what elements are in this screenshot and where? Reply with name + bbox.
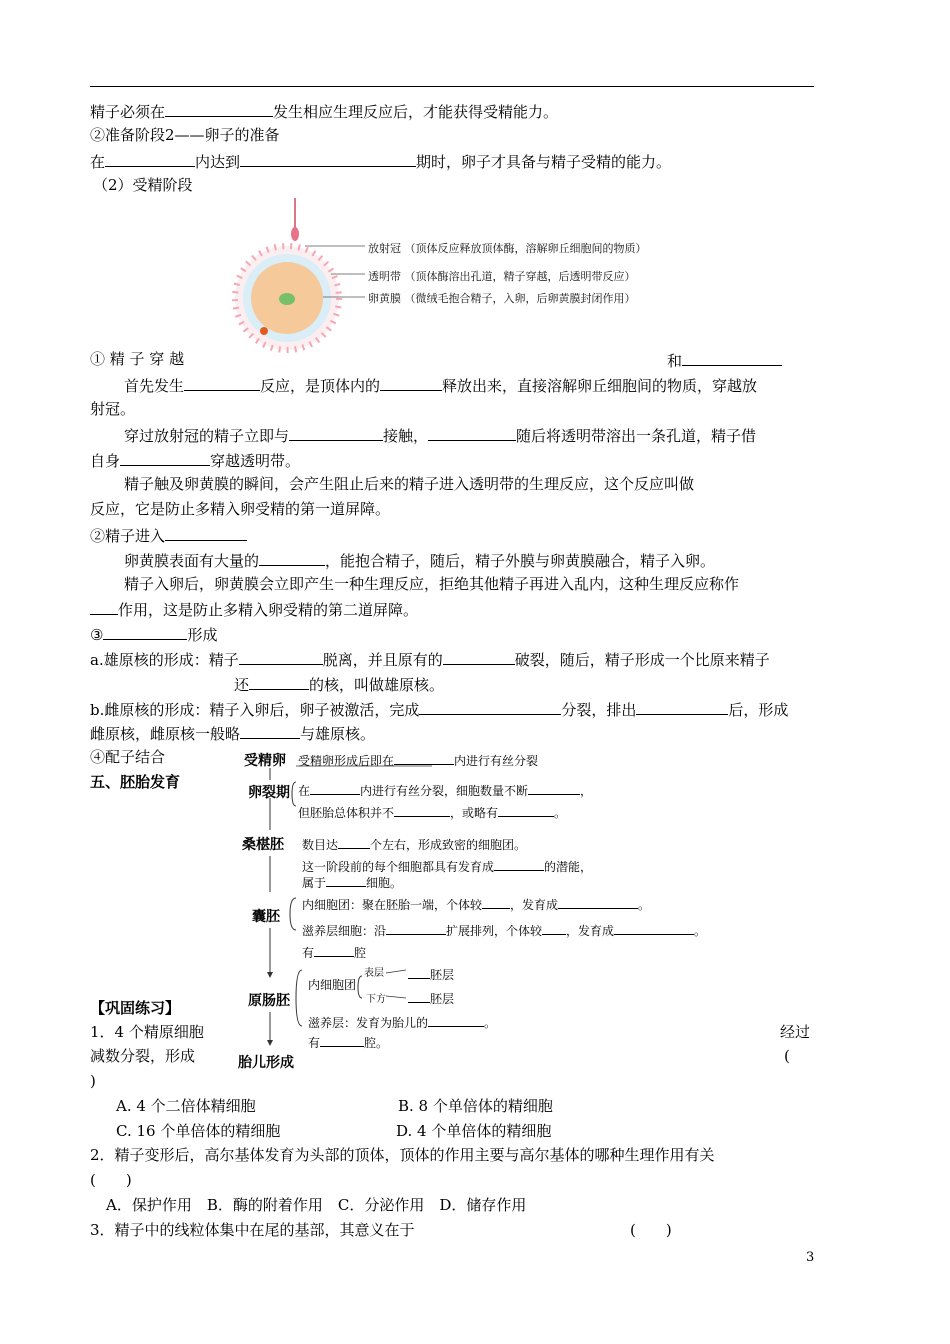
header-rule — [90, 86, 814, 87]
option-a[interactable]: A. 4 个二倍体精细胞 — [116, 1097, 256, 1115]
text-line: ① 精 子 穿 越 — [90, 350, 185, 368]
question-3: 3．精子中的线粒体集中在尾的基部，其意义在于 — [90, 1221, 415, 1239]
option-c[interactable]: C. 16 个单倍体的精细胞 — [116, 1122, 281, 1140]
flow-text: 受精卵形成后即在 内进行有丝分裂 — [298, 754, 539, 768]
flow-text: 有 腔。 — [308, 1036, 389, 1050]
answer-paren: ) — [90, 1072, 96, 1090]
flow-text: 滋养层细胞：沿 扩展排列，个体较 ，发育成 。 — [302, 924, 707, 938]
text-line: ④配子结合 — [90, 748, 166, 766]
answer-paren: ( ) — [90, 1171, 132, 1189]
text-line: ③ 形成 — [90, 623, 217, 645]
text-line: 精子必须在 发生相应生理反应后，才能获得受精能力。 — [90, 100, 558, 122]
question-1-tail: 经过 — [780, 1023, 811, 1041]
flow-stage-zygote: 受精卵 — [244, 753, 286, 769]
flow-text: 在 内进行有丝分裂，细胞数量不断 ， — [298, 784, 593, 798]
flow-text: 下方 — [366, 994, 386, 1005]
text-line: 在 内达到 期时，卵子才具备与精子受精的能力。 — [90, 150, 671, 172]
flow-text: 内细胞团 — [308, 978, 357, 992]
flow-stage-fetus: 胎儿形成 — [238, 1055, 294, 1071]
text-line: 反应，它是防止多精入卵受精的第一道屏障。 — [90, 500, 391, 518]
flow-stage-cleavage: 卵裂期 — [248, 785, 290, 801]
text-line: b.雌原核的形成：精子入卵后，卵子被激活，完成 分裂，排出 后，形成 — [90, 698, 788, 720]
answer-paren: ( ) — [630, 1221, 672, 1239]
flow-text: 有 腔 — [302, 946, 367, 960]
section-heading: （2）受精阶段 — [93, 176, 193, 194]
question-2-options[interactable]: A．保护作用 B．酶的附着作用 C．分泌作用 D．储存作用 — [106, 1196, 527, 1214]
question-2: 2．精子变形后，高尔基体发育为头部的顶体，顶体的作用主要与高尔基体的哪种生理作用有关 — [90, 1146, 715, 1164]
option-b[interactable]: B. 8 个单倍体的精细胞 — [398, 1097, 553, 1115]
text-line: 精子入卵后，卵黄膜会立即产生一种生理反应，拒绝其他精子再进入乱内，这种生理反应称作 — [124, 575, 740, 593]
exercise-title: 【巩固练习】 — [90, 999, 181, 1017]
page-number: 3 — [806, 1250, 815, 1265]
text-line: ②精子进入 — [90, 524, 247, 546]
text-line: 首先发生 反应，是顶体内的 释放出来，直接溶解卵丘细胞间的物质，穿越放 — [124, 374, 757, 396]
figure-label-zona: 透明带 （顶体酶溶出孔道，精子穿越，后透明带反应） — [368, 270, 636, 283]
text-line: 精子触及卵黄膜的瞬间，会产生阻止后来的精子进入透明带的生理反应，这个反应叫做 — [124, 475, 695, 493]
flow-text: 数目达 个左右，形成致密的细胞团。 — [302, 838, 527, 852]
flow-text: 胚层 — [408, 966, 454, 983]
flow-stage-gastrula: 原肠胚 — [248, 993, 290, 1009]
flow-text: 表层 — [364, 968, 384, 979]
text-line: 自身 穿越透明带。 — [90, 449, 300, 471]
text-line: 和 — [667, 349, 782, 371]
text-line: 作用，这是防止多精入卵受精的第二道屏障。 — [90, 598, 418, 620]
text-line: a.雄原核的形成：精子 脱离，并且原有的 破裂，随后，精子形成一个比原来精子 — [90, 648, 770, 670]
flow-stage-blastocyst: 囊胚 — [252, 909, 280, 925]
flow-text: 滋养层：发育为胎儿的 。 — [308, 1016, 497, 1030]
flow-text: 属于 细胞。 — [302, 876, 403, 890]
section-heading: 五、胚胎发育 — [90, 773, 181, 791]
flow-stage-morula: 桑椹胚 — [242, 837, 284, 853]
flow-text: 这一阶段前的每个细胞都具有发育成 的潜能， — [302, 860, 593, 874]
answer-paren: ( — [784, 1047, 790, 1065]
text-line: 卵黄膜表面有大量的 ，能抱合精子，随后，精子外膜与卵黄膜融合，精子入卵。 — [124, 549, 715, 571]
question-1-line2: 减数分裂，形成 — [90, 1047, 196, 1065]
flow-text: 内细胞团：聚在胚胎一端，个体较 ，发育成 。 — [302, 898, 651, 912]
question-1: 1．4 个精原细胞 — [90, 1023, 204, 1041]
embryo-flowchart — [236, 744, 756, 1084]
text-line: 穿过放射冠的精子立即与 接触， 随后将透明带溶出一条孔道，精子借 — [124, 424, 756, 446]
flow-text: 但胚胎总体积并不 ，或略有 。 — [298, 806, 567, 820]
option-d[interactable]: D. 4 个单倍体的精细胞 — [396, 1122, 552, 1140]
text-line: 雌原核，雌原核一般略 与雄原核。 — [90, 722, 375, 744]
text-line: 射冠。 — [90, 400, 136, 418]
figure-label-membrane: 卵黄膜 （微绒毛抱合精子，入卵，后卵黄膜封闭作用） — [368, 292, 636, 305]
flow-text: 胚层 — [408, 990, 454, 1007]
fertilization-figure — [225, 198, 675, 358]
text-line: ②准备阶段2——卵子的准备 — [90, 126, 280, 144]
figure-label-corona: 放射冠 （顶体反应释放顶体酶，溶解卵丘细胞间的物质） — [368, 242, 647, 255]
text-line: 还 的核，叫做雄原核。 — [234, 673, 444, 695]
